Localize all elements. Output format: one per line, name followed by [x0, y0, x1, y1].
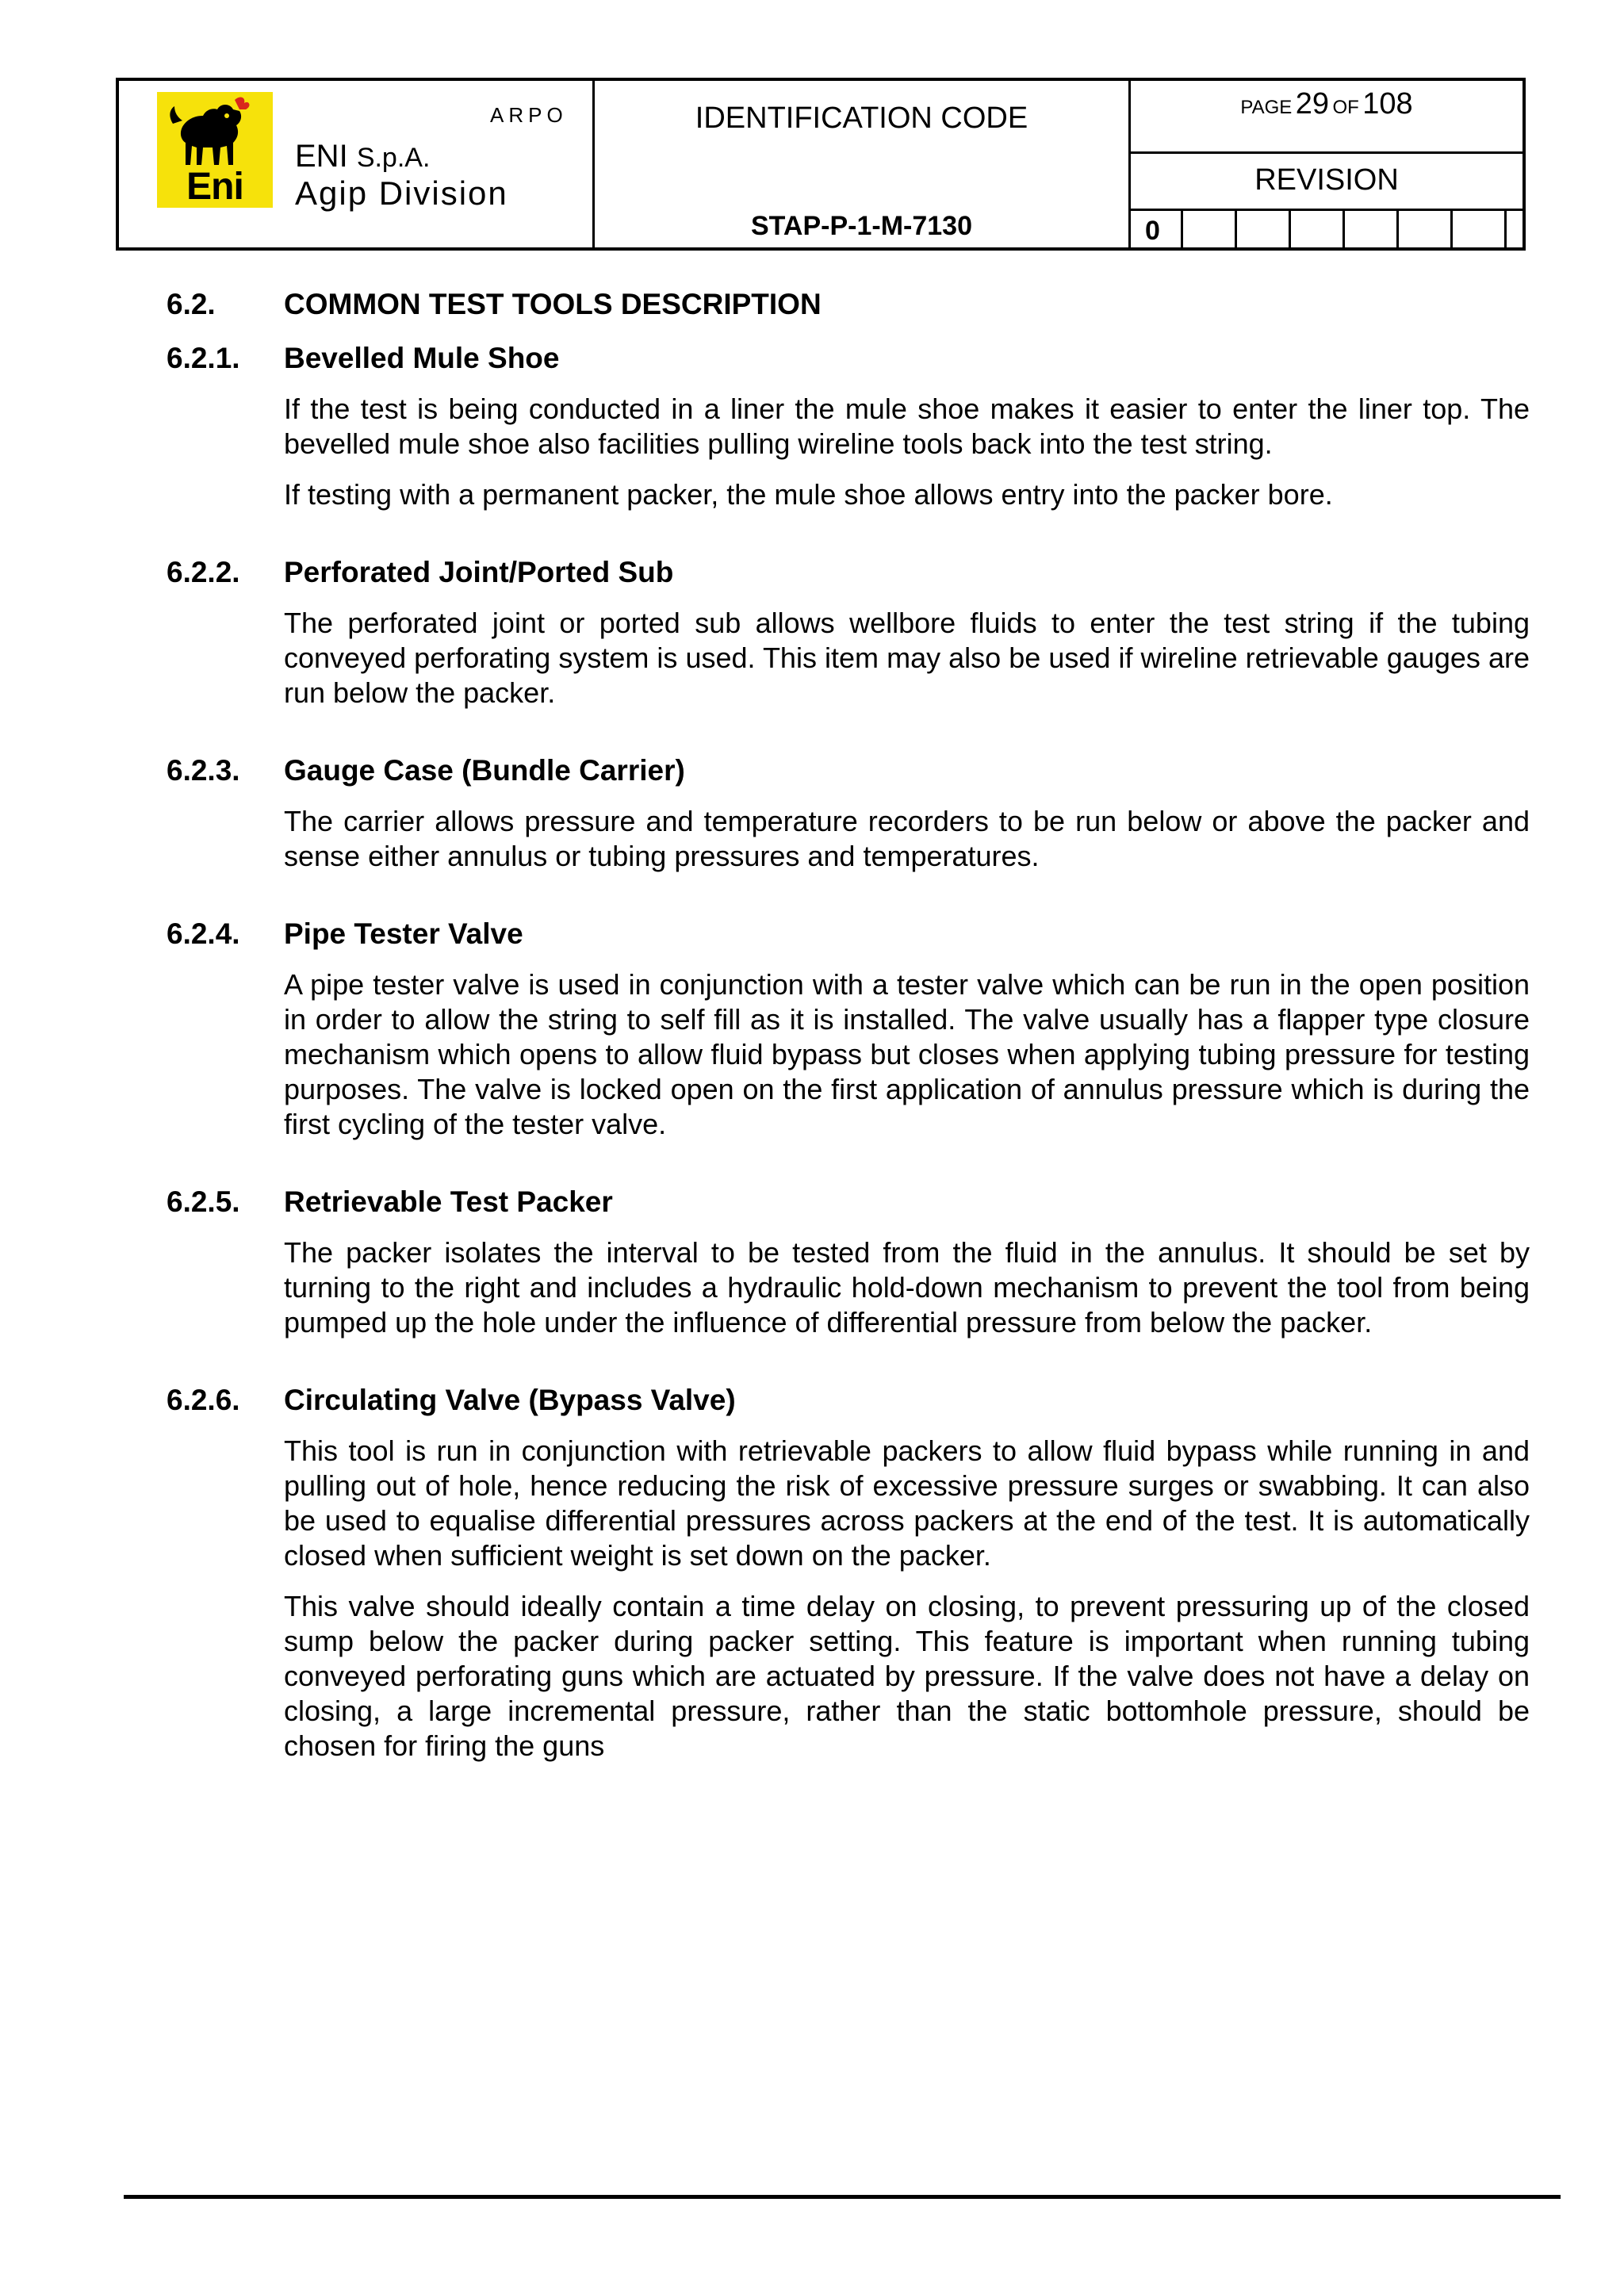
header-page-cell — [1131, 81, 1522, 247]
paragraph: If testing with a permanent packer, the mule shoe allows entry into the packer bore. — [284, 478, 1333, 511]
revision-cell — [1291, 211, 1345, 251]
subsection-title: Gauge Case (Bundle Carrier) — [284, 754, 685, 787]
arpo-label: ARPO — [490, 103, 568, 127]
subsection-heading — [167, 1381, 1530, 1419]
header-id-cell — [595, 81, 1131, 247]
revision-cell — [1453, 211, 1507, 251]
header-logo-cell — [119, 81, 595, 247]
revision-cell — [1399, 211, 1453, 251]
subsection-number: 6.2.6. — [167, 1384, 240, 1416]
revision-cell — [1237, 211, 1291, 251]
subsection-title: Retrievable Test Packer — [284, 1185, 613, 1218]
subsection-title: Pipe Tester Valve — [284, 917, 523, 950]
subsection-number: 6.2.2. — [167, 556, 240, 588]
subsection-number: 6.2.3. — [167, 754, 240, 787]
paragraph: The carrier allows pressure and temperature recorders to be run below or above the packer and sense either annulus or tubing pressures and temperatures. — [284, 805, 1530, 872]
revision-cells — [1131, 211, 1522, 251]
page-total: 108 — [1362, 87, 1413, 121]
page-current: 29 — [1295, 87, 1329, 121]
revision-label: REVISION — [1131, 154, 1522, 211]
subsection-heading — [167, 915, 1530, 953]
eni-logo — [157, 92, 273, 208]
section-heading — [167, 285, 1530, 324]
revision-cell: 0 — [1131, 211, 1183, 251]
subsection-number: 6.2.4. — [167, 917, 240, 950]
revision-cell — [1345, 211, 1399, 251]
paragraph: The packer isolates the interval to be tested from the fluid in the annulus. It should be set by turning to the right and includes a hydraulic hold-down mechanism to prevent the tool from being pumped up the hole under the influence of differential pressure from below the packer. — [284, 1236, 1530, 1338]
logo-wordmark: Eni — [186, 166, 243, 208]
subsection-title: Circulating Valve (Bypass Valve) — [284, 1384, 736, 1416]
footer-rule — [124, 2195, 1561, 2199]
section-title: COMMON TEST TOOLS DESCRIPTION — [284, 288, 822, 320]
document-body — [167, 285, 1530, 1764]
company-suffix: S.p.A. — [356, 143, 431, 173]
paragraph: This valve should ideally contain a time delay on closing, to prevent pressuring up of the closed sump below the packer during packer setting. This feature is important when running tubing conveyed perforating guns which are actuated by pressure. If the valve does not have a delay on closing, a large incremental pressure, rather than the static bottomhole pressure, should be chosen for firing the guns — [284, 1590, 1530, 1762]
paragraph: This tool is run in conjunction with retrievable packers to allow fluid bypass while running in and pulling out of hole, hence reducing the risk of excessive pressure surges or swabbing. It can also be used to equalise differential pressures across packers at the end of the test. It is automatically closed when sufficient weight is set down on the packer. — [284, 1434, 1530, 1572]
paragraph: The perforated joint or ported sub allows wellbore fluids to enter the test string if the tubing conveyed perforating system is used. This item may also be used if wireline retrievable gauges are run below the packer. — [284, 607, 1530, 709]
six-legged-dog-icon — [157, 92, 273, 171]
company-name — [295, 136, 430, 178]
page-number — [1131, 81, 1522, 154]
section-number: 6.2. — [167, 288, 216, 320]
page-of-label: OF — [1332, 97, 1359, 118]
subsection-title: Perforated Joint/Ported Sub — [284, 556, 674, 588]
identification-code-value: STAP-P-1-M-7130 — [751, 211, 972, 241]
company-name-main: ENI — [295, 139, 348, 174]
page-label: PAGE — [1240, 97, 1293, 118]
subsection-heading — [167, 1183, 1530, 1221]
subsection-title: Bevelled Mule Shoe — [284, 342, 560, 374]
division-name: Agip Division — [295, 174, 508, 212]
subsection-number: 6.2.1. — [167, 342, 240, 374]
subsection-heading — [167, 553, 1530, 592]
subsection-heading — [167, 339, 1530, 377]
revision-cell — [1183, 211, 1237, 251]
document-header — [116, 78, 1526, 251]
paragraph: A pipe tester valve is used in conjunction with a tester valve which can be run in the open position in order to allow the string to self fill as it is installed. The valve usually has a flapper type closure mechanism which opens to allow fluid bypass but closes when applying tubing pressure for testing purposes. The valve is locked open on the first application of annulus pressure which is during the first cycling of the tester valve. — [284, 968, 1530, 1140]
subsection-number: 6.2.5. — [167, 1185, 240, 1218]
subsection-heading — [167, 752, 1530, 790]
revision-cell — [1507, 211, 1522, 251]
paragraph: If the test is being conducted in a liner the mule shoe makes it easier to enter the liner top. The bevelled mule shoe also facilities pulling wireline tools back into the test string. — [284, 393, 1530, 460]
identification-code-label: IDENTIFICATION CODE — [695, 101, 1028, 135]
